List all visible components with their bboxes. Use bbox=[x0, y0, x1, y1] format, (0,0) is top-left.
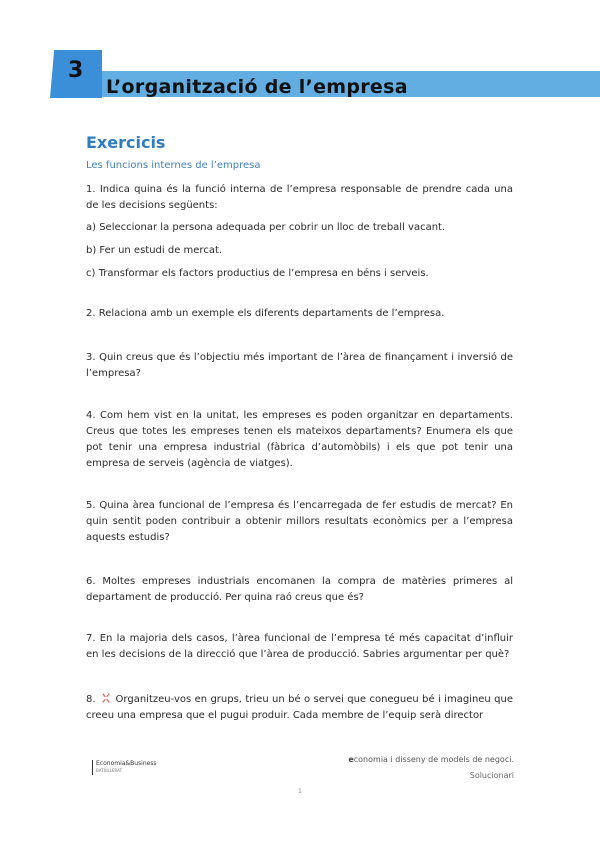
exercise-8 bbox=[86, 692, 513, 724]
page-number: 1 bbox=[298, 788, 302, 795]
logo-bar bbox=[92, 760, 93, 775]
exercise-6: 6. Moltes empreses industrials encomanen la compra de matèries primeres al departament de producció. Per quina raó creus que és? bbox=[86, 576, 513, 603]
footer-label: Solucionari bbox=[469, 771, 514, 780]
exercise-1c: c) Transformar els factors productius de l’empresa en béns i serveis. bbox=[86, 268, 429, 279]
logo-subtext: BATXILLERAT bbox=[96, 768, 123, 773]
exercise-7: 7. En la majoria dels casos, l’àrea funcional de l’empresa té més capacitat d’influir en les decisions de la direcció que l’àrea de producció. Sabries argumentar per què? bbox=[86, 633, 513, 660]
chapter-number: 3 bbox=[68, 58, 84, 83]
exercise-1a: a) Seleccionar la persona adequada per cobrir un lloc de treball vacant. bbox=[86, 222, 446, 233]
book-title-rest: conomia i disseny de models de negoci. bbox=[353, 755, 514, 764]
exercise-8-text: Organitzeu-vos en grups, trieu un bé o servei que conegueu bé i imagineu que creeu una empresa que el pugui produir. Cada membre de l’equip serà director bbox=[86, 694, 513, 721]
exercise-8-number: 8. bbox=[86, 694, 96, 705]
exercise-1b: b) Fer un estudi de mercat. bbox=[86, 245, 223, 256]
exercise-4: 4. Com hem vist en la unitat, les empreses es poden organitzar en departaments. Creus que totes les empreses tenen els mateixos departaments? Enumera els que pot tenir una empresa industrial (fàbrica d’automòbils) i els que pot tenir una empresa de serveis (agència de viatges). bbox=[86, 410, 513, 469]
exercise-2: 2. Relaciona amb un exemple els diferents departaments de l’empresa. bbox=[86, 308, 445, 319]
exercise-1: 1. Indica quina és la funció interna de l’empresa responsable de prendre cada una de les decisions següents: bbox=[86, 184, 513, 211]
exercise-5: 5. Quina àrea funcional de l’empresa és l’encarregada de fer estudis de mercat? En quin sentit poden contribuir a obtenir millors resultats econòmics per a l’empresa aquests estudis? bbox=[86, 500, 513, 543]
book-title bbox=[348, 755, 514, 764]
section-title: Exercicis bbox=[86, 133, 166, 152]
subsection-title: Les funcions internes de l’empresa bbox=[86, 160, 261, 171]
chapter-title: L’organització de l’empresa bbox=[106, 76, 408, 98]
book-title-initial: e bbox=[348, 755, 354, 764]
exercise-3: 3. Quin creus que és l’objectiu més important de l’àrea de finançament i inversió de l’empresa? bbox=[86, 352, 513, 379]
group-work-icon bbox=[100, 692, 112, 704]
logo-text: Economia&Business bbox=[96, 760, 157, 767]
publisher-logo bbox=[92, 760, 182, 776]
